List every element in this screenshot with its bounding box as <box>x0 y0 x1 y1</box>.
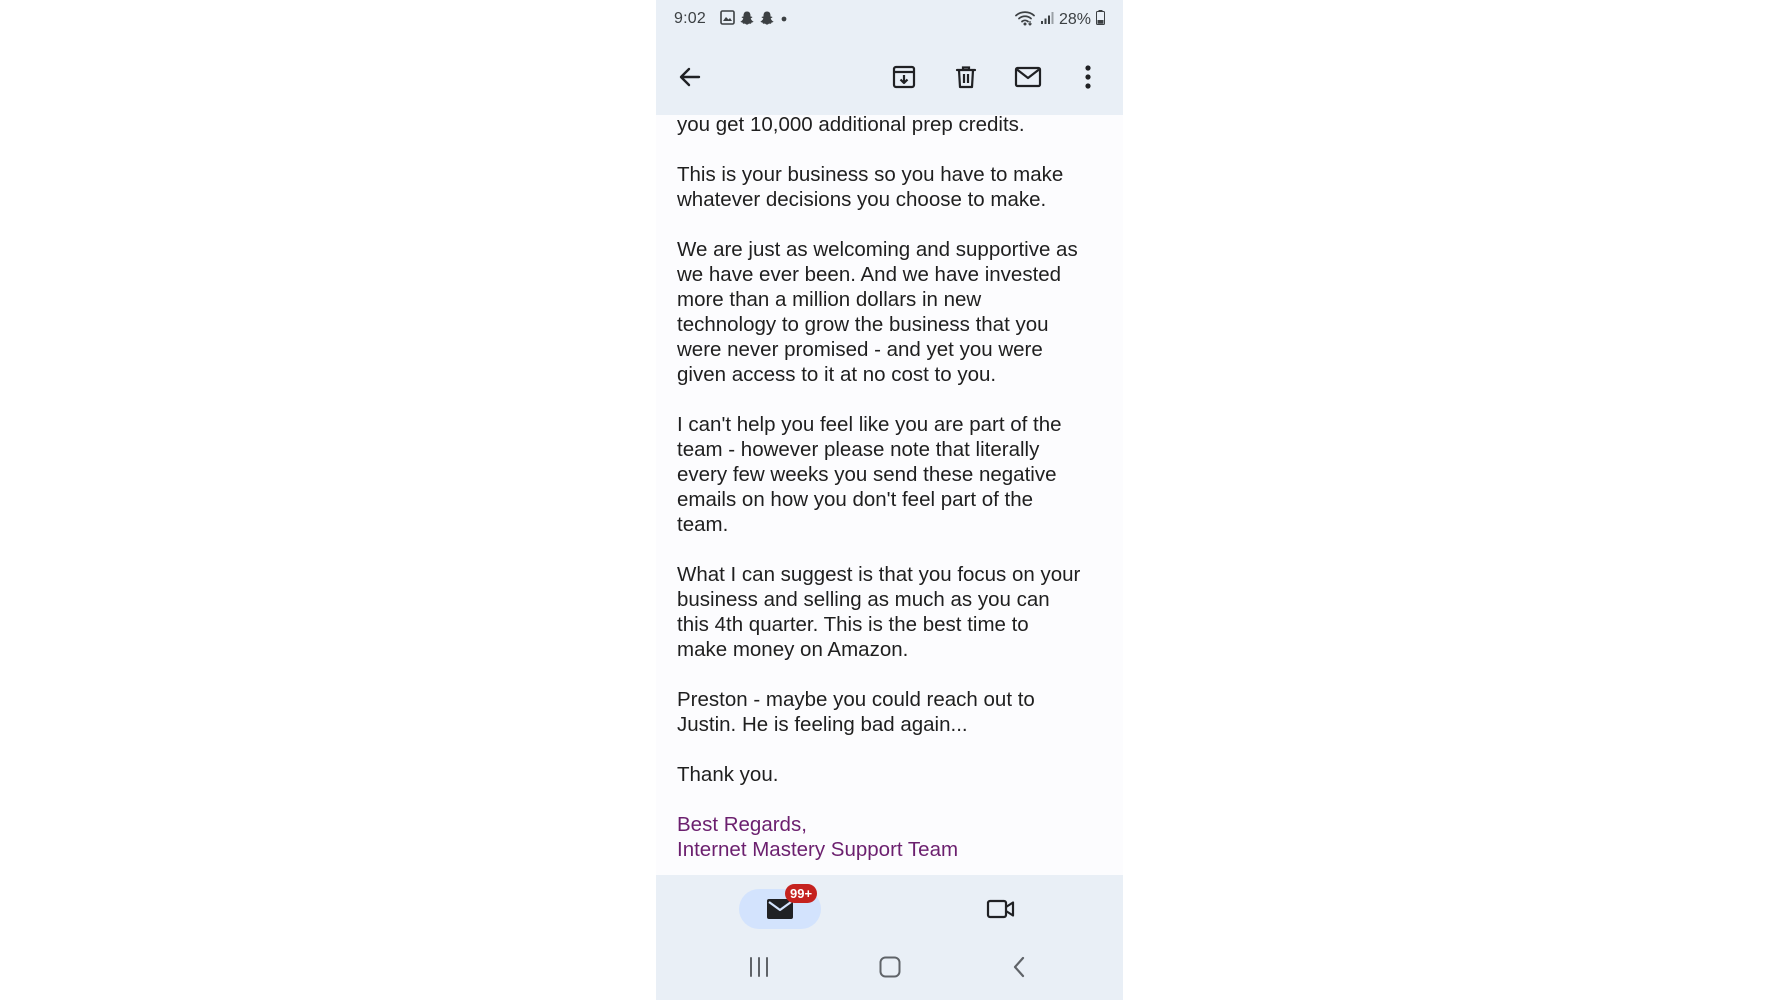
home-button[interactable] <box>870 950 910 984</box>
recent-apps-icon <box>747 956 771 978</box>
email-paragraph: We are just as welcoming and supportive as we have ever been. And we have invested more than a million dollars in new technology to grow the business that you were never promised - and yet you were given access to it at no cost to you. <box>677 238 1078 386</box>
more-vert-icon <box>1084 64 1092 90</box>
signal-icon <box>1040 11 1054 30</box>
battery-percent: 28% <box>1058 11 1091 28</box>
snapchat-icon <box>739 10 755 31</box>
wifi-icon <box>1015 10 1035 31</box>
notification-icons <box>720 10 789 30</box>
email-paragraph: I can't help you feel like you are part of the team - however please note that literally every few weeks you send these negative emails on how you don't feel part of the team. <box>677 413 1062 536</box>
email-paragraph: What I can suggest is that you focus on your business and selling as much as you can this 4th quarter. This is the best time to make money on Amazon. <box>677 563 1081 661</box>
email-signature <box>677 812 1107 862</box>
gallery-icon <box>720 10 735 30</box>
email-paragraph: This is your business so you have to make whatever decisions you choose to make. <box>677 163 1064 211</box>
more-options-button[interactable] <box>1067 56 1109 98</box>
mark-unread-button[interactable] <box>1007 56 1049 98</box>
system-back-button[interactable] <box>999 950 1039 984</box>
recent-apps-button[interactable] <box>739 950 779 984</box>
status-bar <box>656 0 1123 40</box>
status-time: 9:02 <box>674 10 706 27</box>
dot-icon <box>779 11 789 29</box>
archive-icon <box>891 64 917 90</box>
signature-team: Internet Mastery Support Team <box>677 838 959 861</box>
snapchat-icon <box>759 10 775 31</box>
unread-count-badge: 99+ <box>785 884 817 903</box>
video-camera-icon <box>986 898 1016 920</box>
home-icon <box>878 955 902 979</box>
delete-button[interactable] <box>945 56 987 98</box>
email-toolbar <box>656 40 1123 115</box>
back-button[interactable] <box>669 56 711 98</box>
system-status-icons <box>1015 10 1105 30</box>
mark-unread-icon <box>1014 65 1042 89</box>
bottom-navigation <box>656 875 1123 1000</box>
email-body <box>677 112 1107 862</box>
nav-meet-tab[interactable] <box>977 889 1025 929</box>
email-paragraph: you get 10,000 additional prep credits. <box>677 113 1025 136</box>
system-back-icon <box>1011 955 1027 979</box>
battery-icon <box>1096 10 1105 30</box>
back-arrow-icon <box>677 64 703 90</box>
email-paragraph: Preston - maybe you could reach out to Justin. He is feeling bad again... <box>677 688 1035 736</box>
phone-screen <box>656 0 1123 1000</box>
archive-button[interactable] <box>883 56 925 98</box>
email-paragraph: Thank you. <box>677 763 779 786</box>
signature-greeting: Best Regards, <box>677 813 807 836</box>
delete-icon <box>953 64 979 90</box>
